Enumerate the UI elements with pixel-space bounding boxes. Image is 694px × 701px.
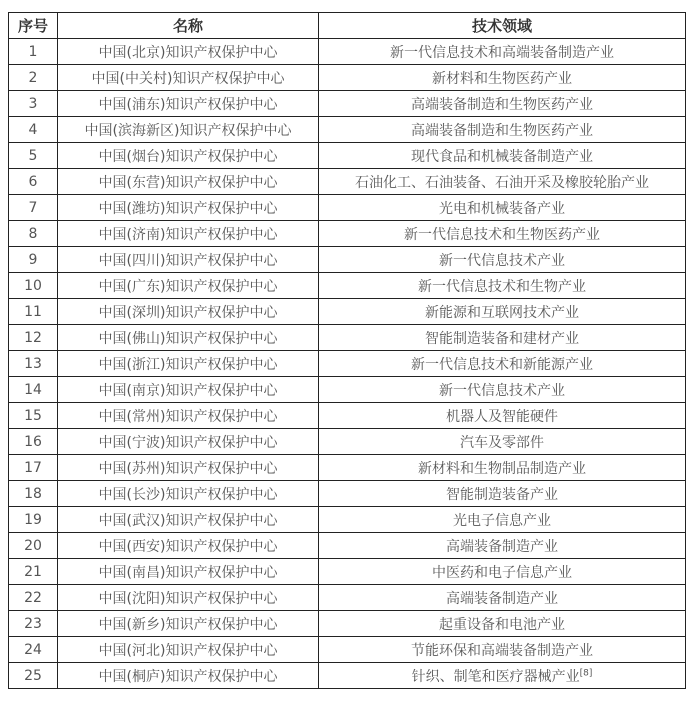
cell-serial-number-text: 14 <box>24 381 42 398</box>
cell-technical-field-text: 新材料和生物医药产业 <box>432 70 572 87</box>
cell-serial-number <box>9 585 58 611</box>
cell-center-name-text: 中国(东营)知识产权保护中心 <box>98 174 278 191</box>
cell-center-name <box>58 637 319 663</box>
cell-serial-number <box>9 299 58 325</box>
table-row <box>9 403 686 429</box>
cell-serial-number-text: 8 <box>28 225 38 242</box>
cell-serial-number <box>9 611 58 637</box>
cell-serial-number <box>9 663 58 689</box>
cell-center-name <box>58 455 319 481</box>
cell-technical-field <box>319 377 686 403</box>
cell-center-name-text: 中国(桐庐)知识产权保护中心 <box>98 668 278 685</box>
cell-serial-number-text: 4 <box>28 121 38 138</box>
cell-center-name-text: 中国(济南)知识产权保护中心 <box>98 226 278 243</box>
cell-serial-number <box>9 91 58 117</box>
cell-serial-number-text: 11 <box>24 303 42 320</box>
table-row <box>9 663 686 689</box>
ip-protection-centers-table <box>8 12 686 689</box>
cell-center-name-text: 中国(长沙)知识产权保护中心 <box>98 486 278 503</box>
cell-technical-field-text: 高端装备制造和生物医药产业 <box>411 122 593 139</box>
cell-technical-field <box>319 325 686 351</box>
table-row <box>9 91 686 117</box>
table-row <box>9 429 686 455</box>
table-row <box>9 143 686 169</box>
cell-technical-field-text: 针织、制笔和医疗器械产业 <box>411 668 580 685</box>
cell-center-name <box>58 247 319 273</box>
cell-center-name-text: 中国(沈阳)知识产权保护中心 <box>98 590 278 607</box>
table-row <box>9 481 686 507</box>
cell-center-name <box>58 481 319 507</box>
cell-technical-field <box>319 247 686 273</box>
cell-technical-field-text: 智能制造装备和建材产业 <box>425 330 579 347</box>
cell-technical-field <box>319 169 686 195</box>
cell-center-name <box>58 351 319 377</box>
cell-technical-field <box>319 637 686 663</box>
cell-center-name <box>58 507 319 533</box>
cell-serial-number <box>9 637 58 663</box>
cell-center-name-text: 中国(新乡)知识产权保护中心 <box>98 616 278 633</box>
cell-center-name <box>58 325 319 351</box>
cell-center-name <box>58 299 319 325</box>
cell-center-name <box>58 91 319 117</box>
table-row <box>9 585 686 611</box>
table-row <box>9 195 686 221</box>
table-row <box>9 299 686 325</box>
cell-technical-field-text: 石油化工、石油装备、石油开采及橡胶轮胎产业 <box>355 174 649 191</box>
cell-technical-field-text: 高端装备制造和生物医药产业 <box>411 96 593 113</box>
cell-center-name-text: 中国(南昌)知识产权保护中心 <box>98 564 278 581</box>
cell-technical-field-text: 新一代信息技术产业 <box>439 382 565 399</box>
cell-technical-field <box>319 299 686 325</box>
cell-center-name-text: 中国(浙江)知识产权保护中心 <box>98 356 278 373</box>
table-row <box>9 507 686 533</box>
cell-serial-number <box>9 377 58 403</box>
cell-serial-number <box>9 143 58 169</box>
cell-serial-number-text: 15 <box>24 407 42 424</box>
cell-center-name <box>58 169 319 195</box>
header-technical-field: 技术领域 <box>319 13 686 39</box>
cell-center-name <box>58 663 319 689</box>
cell-technical-field <box>319 117 686 143</box>
cell-serial-number <box>9 195 58 221</box>
cell-technical-field <box>319 455 686 481</box>
cell-center-name <box>58 377 319 403</box>
cell-center-name-text: 中国(武汉)知识产权保护中心 <box>98 512 278 529</box>
cell-technical-field-text: 汽车及零部件 <box>460 434 544 451</box>
cell-serial-number <box>9 221 58 247</box>
cell-serial-number-text: 13 <box>24 355 42 372</box>
cell-technical-field-text: 起重设备和电池产业 <box>439 616 565 633</box>
cell-center-name-text: 中国(广东)知识产权保护中心 <box>98 278 278 295</box>
cell-technical-field <box>319 611 686 637</box>
table-row <box>9 273 686 299</box>
cell-technical-field <box>319 481 686 507</box>
cell-center-name <box>58 585 319 611</box>
cell-center-name-text: 中国(西安)知识产权保护中心 <box>98 538 278 555</box>
cell-technical-field-text: 新能源和互联网技术产业 <box>425 304 579 321</box>
cell-center-name <box>58 39 319 65</box>
cell-serial-number <box>9 169 58 195</box>
cell-technical-field-text: 机器人及智能硬件 <box>446 408 558 425</box>
cell-serial-number <box>9 273 58 299</box>
cell-technical-field <box>319 351 686 377</box>
cell-serial-number <box>9 455 58 481</box>
cell-technical-field-text: 高端装备制造产业 <box>446 538 558 555</box>
cell-center-name <box>58 117 319 143</box>
cell-technical-field-text: 高端装备制造产业 <box>446 590 558 607</box>
cell-serial-number-text: 9 <box>28 251 38 268</box>
table-row <box>9 169 686 195</box>
cell-serial-number-text: 17 <box>24 459 42 476</box>
cell-serial-number-text: 25 <box>24 667 42 684</box>
table-row <box>9 117 686 143</box>
table-row <box>9 39 686 65</box>
cell-center-name-text: 中国(浦东)知识产权保护中心 <box>98 96 278 113</box>
cell-technical-field <box>319 273 686 299</box>
cell-center-name <box>58 221 319 247</box>
table-row <box>9 637 686 663</box>
cell-serial-number <box>9 429 58 455</box>
cell-center-name-text: 中国(南京)知识产权保护中心 <box>98 382 278 399</box>
citation-link[interactable]: [8] <box>579 667 593 678</box>
cell-technical-field <box>319 195 686 221</box>
cell-serial-number-text: 19 <box>24 511 42 528</box>
cell-technical-field-text: 中医药和电子信息产业 <box>432 564 572 581</box>
cell-technical-field <box>319 429 686 455</box>
cell-center-name <box>58 429 319 455</box>
cell-center-name-text: 中国(宁波)知识产权保护中心 <box>98 434 278 451</box>
cell-technical-field-text: 节能环保和高端装备制造产业 <box>411 642 593 659</box>
cell-center-name-text: 中国(中关村)知识产权保护中心 <box>91 70 285 87</box>
table-row <box>9 325 686 351</box>
cell-center-name-text: 中国(苏州)知识产权保护中心 <box>98 460 278 477</box>
table-row <box>9 221 686 247</box>
table-row <box>9 65 686 91</box>
cell-center-name <box>58 559 319 585</box>
cell-serial-number-text: 7 <box>28 199 38 216</box>
table-row <box>9 533 686 559</box>
cell-serial-number <box>9 325 58 351</box>
table-row <box>9 247 686 273</box>
cell-serial-number-text: 1 <box>28 43 38 60</box>
cell-center-name <box>58 403 319 429</box>
cell-technical-field-text: 新一代信息技术和生物医药产业 <box>404 226 600 243</box>
cell-center-name-text: 中国(北京)知识产权保护中心 <box>98 44 278 61</box>
cell-center-name <box>58 533 319 559</box>
cell-center-name-text: 中国(常州)知识产权保护中心 <box>98 408 278 425</box>
cell-technical-field <box>319 585 686 611</box>
header-name: 名称 <box>58 13 319 39</box>
header-serial-number: 序号 <box>9 13 58 39</box>
cell-serial-number-text: 10 <box>24 277 42 294</box>
table-row <box>9 455 686 481</box>
cell-center-name-text: 中国(滨海新区)知识产权保护中心 <box>84 122 292 139</box>
cell-serial-number <box>9 351 58 377</box>
cell-technical-field-text: 智能制造装备产业 <box>446 486 558 503</box>
cell-center-name-text: 中国(四川)知识产权保护中心 <box>98 252 278 269</box>
cell-technical-field-text: 新一代信息技术和生物产业 <box>418 278 586 295</box>
cell-technical-field <box>319 65 686 91</box>
cell-technical-field-text: 新材料和生物制品制造产业 <box>418 460 586 477</box>
table-row <box>9 351 686 377</box>
cell-serial-number <box>9 39 58 65</box>
cell-technical-field <box>319 221 686 247</box>
cell-serial-number-text: 20 <box>24 537 42 554</box>
cell-center-name-text: 中国(河北)知识产权保护中心 <box>98 642 278 659</box>
cell-center-name-text: 中国(烟台)知识产权保护中心 <box>98 148 278 165</box>
cell-serial-number-text: 21 <box>24 563 42 580</box>
table-row <box>9 377 686 403</box>
cell-technical-field <box>319 39 686 65</box>
cell-technical-field-text: 现代食品和机械装备制造产业 <box>411 148 593 165</box>
cell-technical-field-text: 光电子信息产业 <box>453 512 551 529</box>
cell-serial-number-text: 18 <box>24 485 42 502</box>
cell-center-name <box>58 195 319 221</box>
cell-technical-field <box>319 403 686 429</box>
cell-center-name <box>58 273 319 299</box>
cell-technical-field <box>319 91 686 117</box>
cell-center-name-text: 中国(潍坊)知识产权保护中心 <box>98 200 278 217</box>
cell-technical-field-text: 新一代信息技术产业 <box>439 252 565 269</box>
cell-serial-number <box>9 559 58 585</box>
cell-center-name-text: 中国(深圳)知识产权保护中心 <box>98 304 278 321</box>
cell-center-name-text: 中国(佛山)知识产权保护中心 <box>98 330 278 347</box>
cell-serial-number-text: 5 <box>28 147 38 164</box>
cell-serial-number-text: 3 <box>28 95 38 112</box>
cell-technical-field <box>319 507 686 533</box>
cell-serial-number-text: 23 <box>24 615 42 632</box>
cell-technical-field-text: 光电和机械装备产业 <box>439 200 565 217</box>
cell-serial-number-text: 6 <box>28 173 38 190</box>
cell-serial-number-text: 16 <box>24 433 42 450</box>
cell-technical-field <box>319 663 686 689</box>
cell-serial-number-text: 12 <box>24 329 42 346</box>
cell-serial-number-text: 2 <box>28 69 38 86</box>
cell-serial-number <box>9 507 58 533</box>
cell-serial-number-text: 22 <box>24 589 42 606</box>
cell-technical-field <box>319 143 686 169</box>
table-row <box>9 611 686 637</box>
table-header-row <box>9 13 686 39</box>
cell-serial-number <box>9 65 58 91</box>
cell-serial-number <box>9 481 58 507</box>
cell-center-name <box>58 611 319 637</box>
cell-technical-field <box>319 533 686 559</box>
cell-serial-number <box>9 403 58 429</box>
cell-technical-field-text: 新一代信息技术和高端装备制造产业 <box>390 44 614 61</box>
cell-serial-number-text: 24 <box>24 641 42 658</box>
cell-serial-number <box>9 117 58 143</box>
cell-center-name <box>58 65 319 91</box>
cell-center-name <box>58 143 319 169</box>
cell-serial-number <box>9 247 58 273</box>
cell-technical-field <box>319 559 686 585</box>
table-row <box>9 559 686 585</box>
cell-serial-number <box>9 533 58 559</box>
cell-technical-field-text: 新一代信息技术和新能源产业 <box>411 356 593 373</box>
